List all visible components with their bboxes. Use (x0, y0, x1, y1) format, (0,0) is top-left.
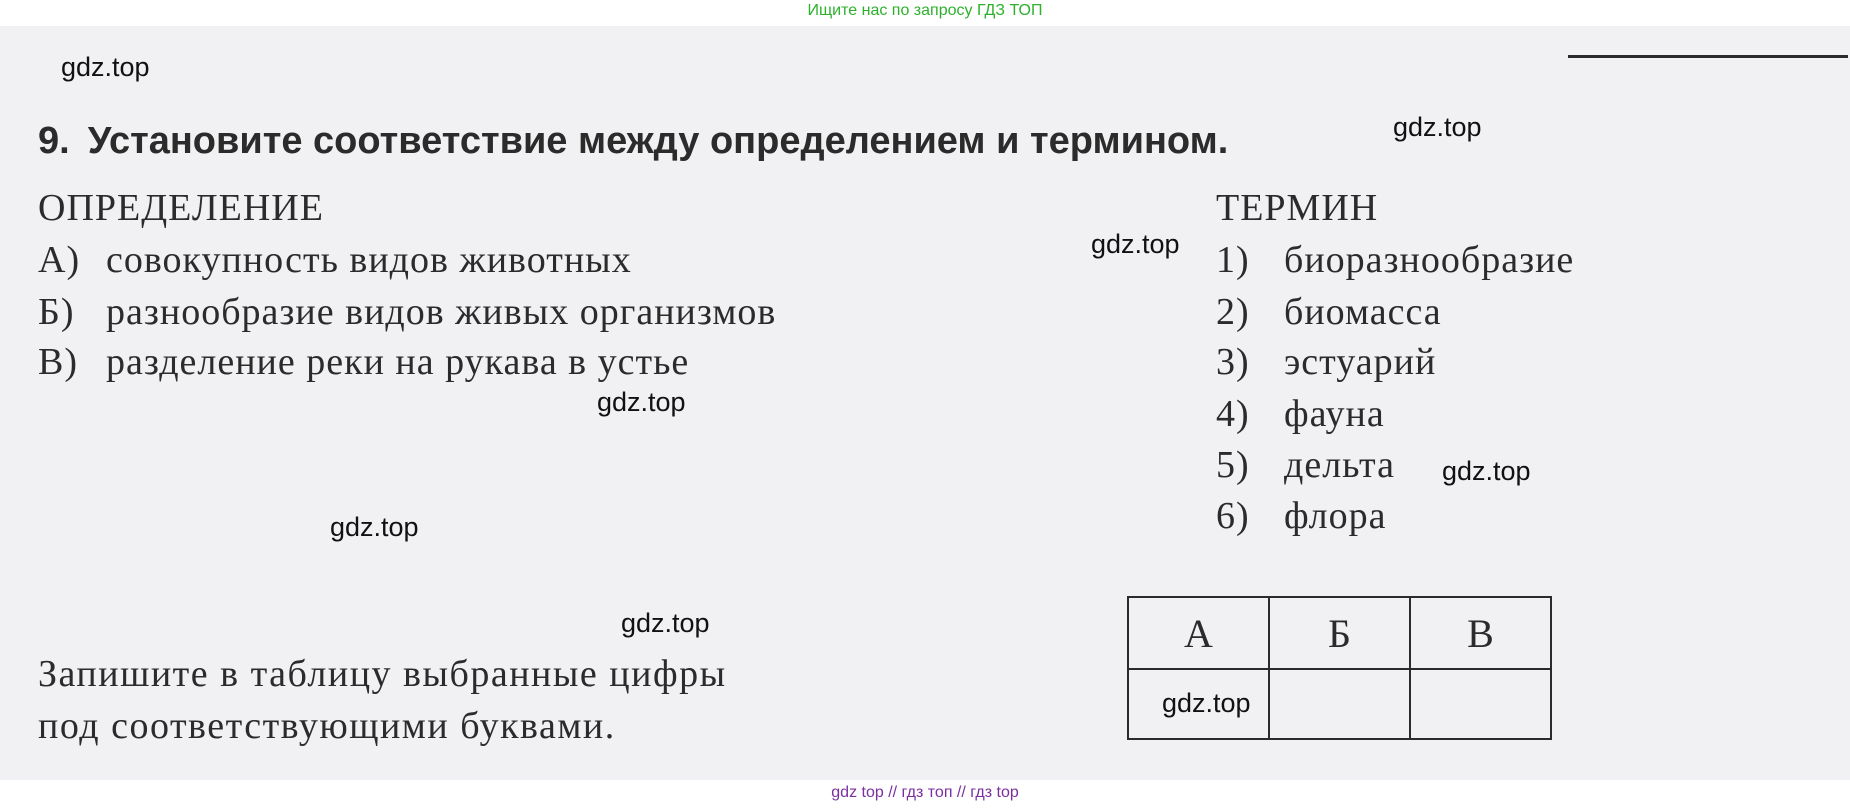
watermark: gdz.top (1162, 688, 1251, 718)
definition-key: Б) (38, 291, 75, 333)
answer-header-b: Б (1269, 597, 1410, 669)
definition-key: А) (38, 239, 81, 281)
answer-cell-a[interactable] (1128, 669, 1269, 739)
definition-text: совокупность видов животных (106, 239, 632, 281)
instruction-line: Запишите в таблицу выбранные цифры (38, 653, 727, 695)
top-rule (1568, 55, 1848, 58)
term-row (1216, 340, 1436, 384)
definition-row (38, 340, 689, 384)
term-text: дельта (1284, 444, 1395, 486)
answer-table-header-row (1128, 597, 1551, 669)
answer-table (1127, 596, 1552, 740)
question-heading (38, 120, 1228, 163)
term-text: флора (1284, 495, 1387, 537)
definitions-title: ОПРЕДЕЛЕНИЕ (38, 187, 324, 229)
term-row (1216, 238, 1574, 282)
instruction-line: под соответствующими буквами. (38, 705, 616, 747)
bottom-banner[interactable]: gdz top // гдз топ // гдз top (831, 784, 1019, 801)
term-key: 3) (1216, 341, 1250, 383)
term-row (1216, 443, 1395, 487)
top-banner[interactable]: Ищите нас по запросу ГДЗ ТОП (807, 2, 1043, 19)
definition-text: разнообразие видов живых организмов (106, 291, 777, 333)
watermark: gdz.top (621, 608, 710, 638)
definition-key: В) (38, 341, 78, 383)
instruction-text (38, 648, 727, 752)
answer-cell-v[interactable] (1410, 669, 1551, 739)
definition-text: разделение реки на рукава в устье (106, 341, 690, 383)
term-key: 6) (1216, 495, 1250, 537)
watermark: gdz.top (1442, 456, 1531, 486)
watermark: gdz.top (61, 52, 150, 82)
term-key: 4) (1216, 393, 1250, 435)
term-row (1216, 290, 1442, 334)
term-key: 2) (1216, 291, 1250, 333)
answer-table-value-row (1128, 669, 1551, 739)
term-key: 1) (1216, 239, 1250, 281)
term-key: 5) (1216, 444, 1250, 486)
terms-title: ТЕРМИН (1216, 187, 1379, 229)
question-number: 9. (38, 120, 70, 162)
watermark: gdz.top (1091, 229, 1180, 259)
answer-header-v: В (1410, 597, 1551, 669)
term-row (1216, 494, 1387, 538)
watermark: gdz.top (1393, 112, 1482, 142)
watermark: gdz.top (597, 387, 686, 417)
question-text: Установите соответствие между определением и термином. (87, 120, 1229, 162)
term-text: биоразнообразие (1284, 239, 1575, 281)
term-text: эстуарий (1284, 341, 1437, 383)
term-text: биомасса (1284, 291, 1442, 333)
watermark: gdz.top (330, 512, 419, 542)
definition-row (38, 290, 776, 334)
definition-row (38, 238, 632, 282)
answer-cell-b[interactable] (1269, 669, 1410, 739)
term-row (1216, 392, 1385, 436)
term-text: фауна (1284, 393, 1385, 435)
answer-header-a: А (1128, 597, 1269, 669)
